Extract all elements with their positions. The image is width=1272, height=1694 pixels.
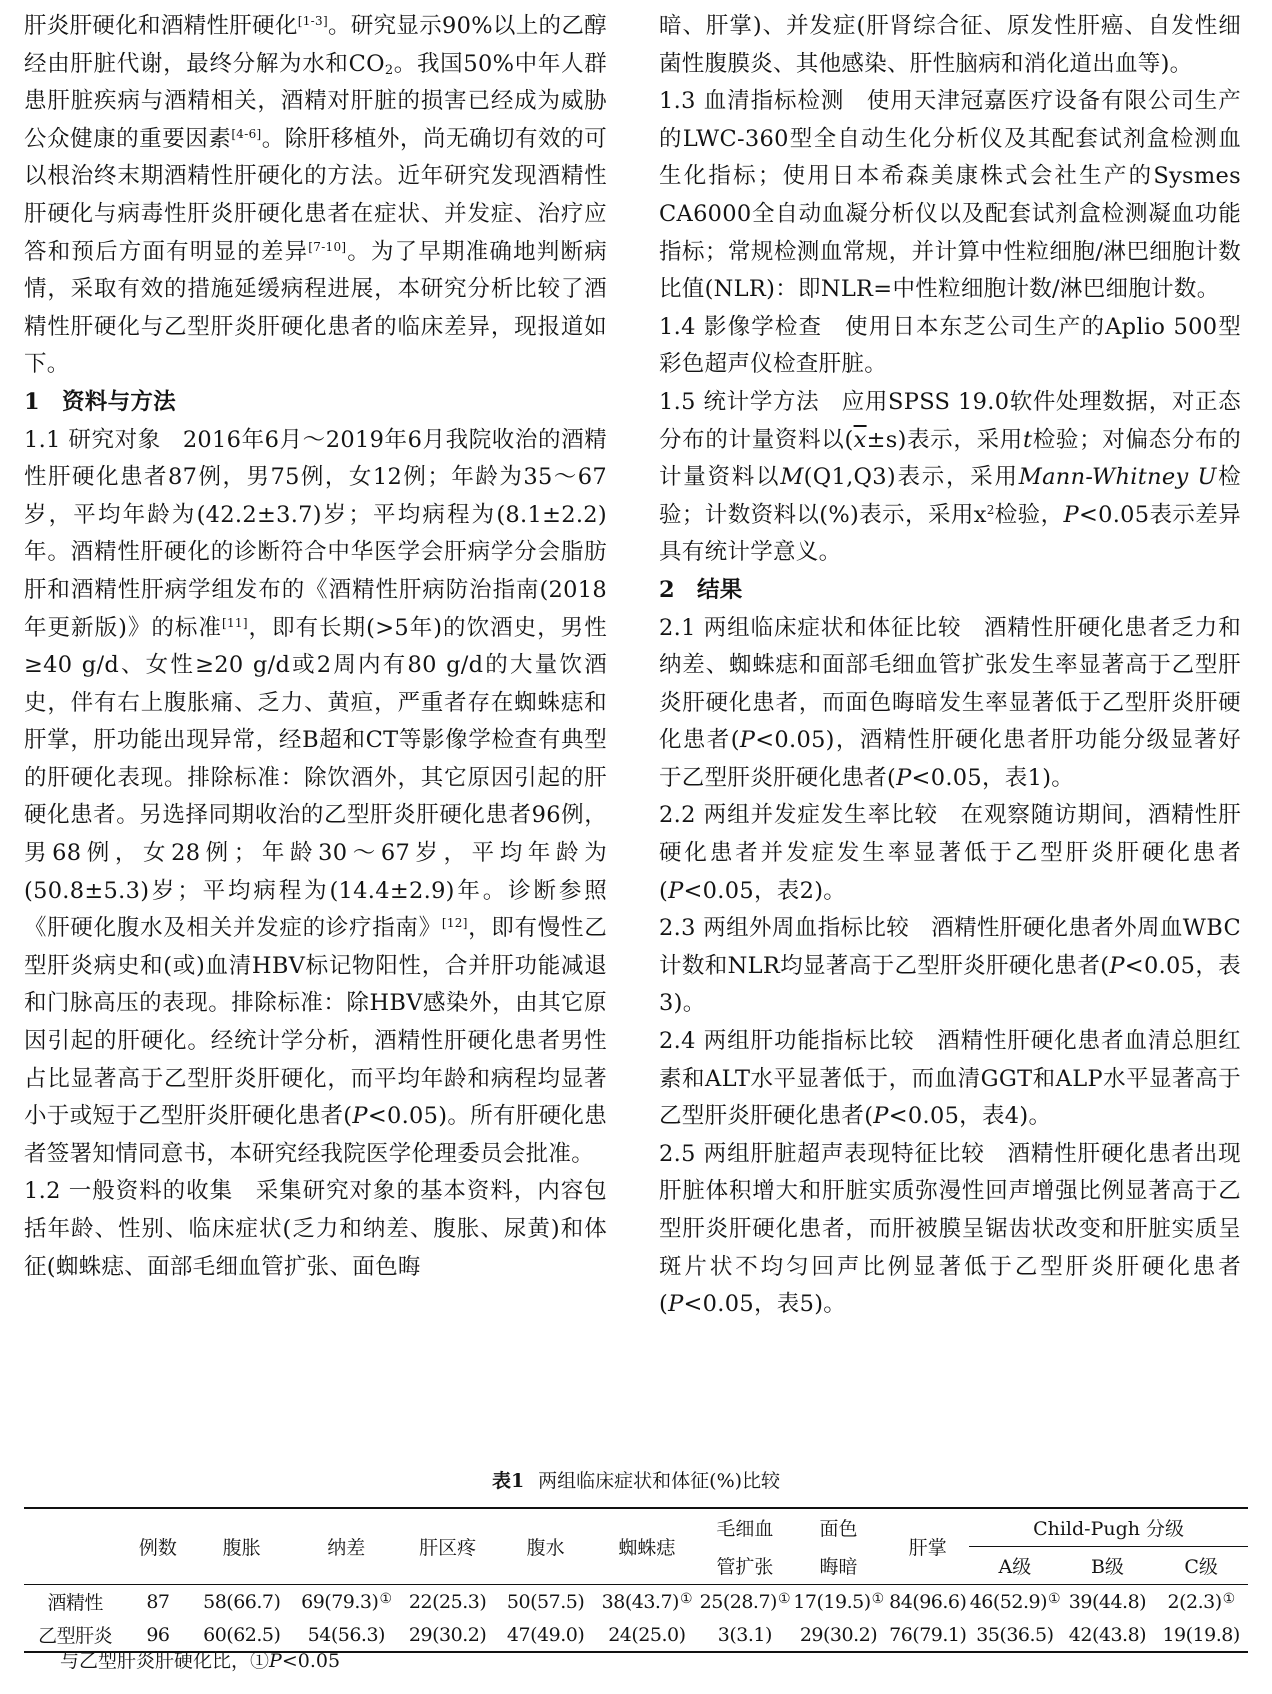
cell: 38(43.7)① bbox=[601, 1590, 693, 1613]
paragraph-1-1: 1.1 研究对象 2016年6月～2019年6月我院收治的酒精性肝硬化患者87例，男75例，女12例；年龄为35～67岁，平均年龄为(42.2±3.7)岁；平均病程为(8.1±2.2)年。酒精性肝硬化的诊断符合中华医学会肝病学分会脂肪肝和酒精性肝病学组发布的《酒精性肝病防治指南(2018年更新版)》的标准[11]，即有长期(>5年)的饮酒史，男性≥40 g/d、女性≥20 g/d或2周内有80 g/d的大量饮酒史，伴有右上腹胀痛、乏力、黄疸，严重者存在蜘蛛痣和肝掌，肝功能出现异常，经B超和CT等影像学检查有典型的肝硬化表现。排除标准：除饮酒外，其它原因引起的肝硬化患者。另选择同期收治的乙型肝炎肝硬化患者96例，男68例，女28例；年龄30～67岁，平均年龄为(50.8±5.3)岁；平均病程为(14.4±2.9)年。诊断参照《肝硬化腹水及相关并发症的诊疗指南》[12]，即有慢性乙型肝炎病史和(或)血清HBV标记物阳性，合并肝功能减退和门脉高压的表现。排除标准：除HBV感染外，由其它原因引起的肝硬化。经统计学分析，酒精性肝硬化患者男性占比显著高于乙型肝炎肝硬化，而平均年龄和病程均显著小于或短于乙型肝炎肝硬化患者(P<0.05)。所有肝硬化患者签署知情同意书，本研究经我院医学伦理委员会批准。 bbox=[24, 426, 607, 1167]
citation: [11] bbox=[221, 615, 248, 630]
significance-marker: ① bbox=[379, 1590, 392, 1607]
paragraph-2-1: 2.1 两组临床症状和体征比较 酒精性肝硬化患者乏力和纳差、蜘蛛痣和面部毛细血管扩张发生率显著高于乙型肝炎肝硬化患者，而面色晦暗发生率显著低于乙型肝炎肝硬化患者(P<0.05)，酒精性肝硬化患者肝功能分级显著好于乙型肝炎肝硬化患者(P<0.05，表1)。 bbox=[659, 614, 1241, 791]
cell: 96 bbox=[126, 1618, 189, 1652]
cell: 25(28.7)① bbox=[699, 1590, 791, 1613]
header-grade-c: C级 bbox=[1154, 1547, 1248, 1585]
header-count: 例数 bbox=[126, 1508, 189, 1585]
header-complexion-2: 晦暗 bbox=[791, 1547, 887, 1585]
header-group bbox=[24, 1508, 126, 1585]
citation: [1-3] bbox=[297, 14, 328, 28]
header-bloating: 腹胀 bbox=[190, 1508, 295, 1585]
cell: 46(52.9)① bbox=[969, 1590, 1061, 1613]
citation: [4-6] bbox=[231, 126, 262, 141]
table-row bbox=[24, 1585, 1248, 1619]
subsection-heading: 2.1 两组临床症状和体征比较 bbox=[659, 614, 962, 641]
cell: 24(25.0) bbox=[595, 1618, 700, 1652]
cell: 47(49.0) bbox=[497, 1618, 595, 1652]
paragraph-2-2: 2.2 两组并发症发生率比较 在观察随访期间，酒精性肝硬化患者并发症发生率显著低于乙型肝炎肝硬化患者(P<0.05，表2)。 bbox=[659, 802, 1241, 904]
cell: 87 bbox=[146, 1590, 170, 1613]
left-column bbox=[24, 8, 607, 1286]
cell-group: 乙型肝炎 bbox=[24, 1618, 126, 1652]
cell: 35(36.5) bbox=[969, 1618, 1060, 1652]
subsection-heading: 1.1 研究对象 bbox=[24, 426, 161, 453]
paragraph-1-4: 1.4 影像学检查 使用日本东芝公司生产的Aplio 500型彩色超声仪检查肝脏。 bbox=[659, 313, 1241, 378]
subsection-heading: 2.5 两组肝脏超声表现特征比较 bbox=[659, 1140, 985, 1167]
table-footnote: 与乙型肝炎肝硬化比，①P<0.05 bbox=[60, 1650, 341, 1672]
cell: 76(79.1) bbox=[886, 1618, 969, 1652]
subsection-heading: 1.2 一般资料的收集 bbox=[24, 1178, 234, 1205]
citation: [7-10] bbox=[308, 239, 347, 254]
header-capillary-1: 毛细血 bbox=[699, 1508, 790, 1547]
table-caption: 表1 两组临床症状和体征(%)比较 bbox=[491, 1470, 781, 1492]
header-complexion-1: 面色 bbox=[791, 1508, 887, 1547]
cell: 50(57.5) bbox=[506, 1590, 585, 1613]
paragraph-2-5: 2.5 两组肝脏超声表现特征比较 酒精性肝硬化患者出现肝脏体积增大和肝脏实质弥漫性回声增强比例显著高于乙型肝炎肝硬化患者，而肝被膜呈锯齿状改变和肝脏实质呈斑片状不均匀回声比例显著低于乙型肝炎肝硬化患者(P<0.05，表5)。 bbox=[659, 1140, 1241, 1318]
cell: 29(30.2) bbox=[791, 1618, 887, 1652]
cell: 84(96.6) bbox=[889, 1590, 967, 1613]
cell: 3(3.1) bbox=[699, 1618, 790, 1652]
header-spider-nevus: 蜘蛛痣 bbox=[595, 1508, 700, 1585]
cell: 19(19.8) bbox=[1154, 1618, 1248, 1652]
cell: 29(30.2) bbox=[399, 1618, 497, 1652]
significance-marker: ① bbox=[777, 1590, 791, 1607]
section-heading-1: 1 资料与方法 bbox=[24, 388, 176, 415]
paragraph-1-5: 1.5 统计学方法 应用SPSS 19.0软件处理数据，对正态分布的计量资料以$(\overline{x}\pm s)$表示，采用t检验；对偏态分布的计量资料以M(Q1,Q3)表示，采用Mann-Whitney U检验；计数资料以(%)表示，采用$x^2$检验，P<0.05表示差异具有统计学意义。 bbox=[659, 388, 1242, 566]
cell: 69(79.3)① bbox=[301, 1590, 392, 1613]
cell: 22(25.3) bbox=[408, 1590, 487, 1613]
paragraph-2-4: 2.4 两组肝功能指标比较 酒精性肝硬化患者血清总胆红素和ALT水平显著低于，而血清GGT和ALP水平显著高于乙型肝炎肝硬化患者(P<0.05，表4)。 bbox=[659, 1028, 1241, 1130]
cell: 2(2.3)① bbox=[1167, 1590, 1235, 1613]
subsection-heading: 1.3 血清指标检测 bbox=[659, 88, 845, 115]
paragraph-1-2: 1.2 一般资料的收集 采集研究对象的基本资料，内容包括年龄、性别、临床症状(乏力和纳差、腹胀、尿黄)和体征(蜘蛛痣、面部毛细血管扩张、面色晦 bbox=[24, 1178, 607, 1280]
cell: 39(44.8) bbox=[1068, 1590, 1147, 1613]
paragraph-2-3: 2.3 两组外周血指标比较 酒精性肝硬化患者外周血WBC计数和NLR均显著高于乙型肝炎肝硬化患者(P<0.05，表3)。 bbox=[659, 915, 1241, 1017]
header-grade-a: A级 bbox=[969, 1547, 1060, 1585]
subsection-heading: 2.4 两组肝功能指标比较 bbox=[659, 1028, 915, 1055]
header-grade-b: B级 bbox=[1061, 1547, 1155, 1585]
significance-marker: ① bbox=[871, 1590, 884, 1607]
header-child-pugh: Child-Pugh 分级 bbox=[969, 1508, 1248, 1547]
subsection-heading: 1.4 影像学检查 bbox=[659, 313, 823, 340]
table-1 bbox=[24, 1507, 1248, 1653]
intro-paragraph: 肝炎肝硬化和酒精性肝硬化[1-3]。研究显示90%以上的乙醇经由肝脏代谢，最终分解为水和$CO_2$。我国50%中年人群患肝脏疾病与酒精相关，酒精对肝脏的损害已经成为威胁公众健康的重要因素[4-6]。除肝移植外，尚无确切有效的可以根治终末期酒精性肝硬化的方法。近年研究发现酒精性肝硬化与病毒性肝炎肝硬化患者在症状、并发症、治疗应答和预后方面有明显的差异[7-10]。为了早期准确地判断病情，采取有效的措施延缓病程进展，本研究分析比较了酒精性肝硬化与乙型肝炎肝硬化患者的临床差异，现报道如下。 bbox=[24, 13, 608, 378]
header-palmar: 肝掌 bbox=[886, 1508, 969, 1585]
clinical-symptoms-table bbox=[24, 1507, 1248, 1653]
cell: 42(43.8) bbox=[1061, 1618, 1155, 1652]
paragraph-1-3: 1.3 血清指标检测 使用天津冠嘉医疗设备有限公司生产的LWC-360型全自动生化分析仪及其配套试剂盒检测血生化指标；使用日本希森美康株式会社生产的Sysmes CA6000全自动血凝分析仪以及配套试剂盒检测凝血功能指标；常规检测血常规，并计算中性粒细胞/淋巴细胞计数比值(NLR)：即NLR=中性粒细胞计数/淋巴细胞计数。 bbox=[659, 88, 1241, 303]
header-capillary-2: 管扩张 bbox=[699, 1547, 790, 1585]
significance-marker: ① bbox=[1222, 1590, 1235, 1607]
significance-marker: ① bbox=[679, 1590, 693, 1607]
cell: 60(62.5) bbox=[190, 1618, 295, 1652]
citation: [12] bbox=[441, 916, 468, 931]
section-heading-2: 2 结果 bbox=[659, 576, 743, 603]
cell-group: 酒精性 bbox=[47, 1592, 103, 1614]
subsection-heading: 1.5 统计学方法 bbox=[659, 388, 820, 415]
header-liver-pain: 肝区疼 bbox=[399, 1508, 497, 1585]
cell: 54(56.3) bbox=[294, 1618, 399, 1652]
right-column bbox=[659, 8, 1241, 1324]
subsection-heading: 2.3 两组外周血指标比较 bbox=[659, 915, 910, 942]
header-ascites: 腹水 bbox=[497, 1508, 595, 1585]
cell: 58(66.7) bbox=[203, 1590, 281, 1613]
header-anorexia: 纳差 bbox=[294, 1508, 399, 1585]
cell: 17(19.5)① bbox=[793, 1590, 884, 1613]
paragraph-1-2-continued: 暗、肝掌)、并发症(肝肾综合征、原发性肝癌、自发性细菌性腹膜炎、其他感染、肝性脑病和消化道出血等)。 bbox=[659, 13, 1241, 77]
significance-marker: ① bbox=[1048, 1590, 1061, 1607]
subsection-heading: 2.2 两组并发症发生率比较 bbox=[659, 802, 938, 829]
